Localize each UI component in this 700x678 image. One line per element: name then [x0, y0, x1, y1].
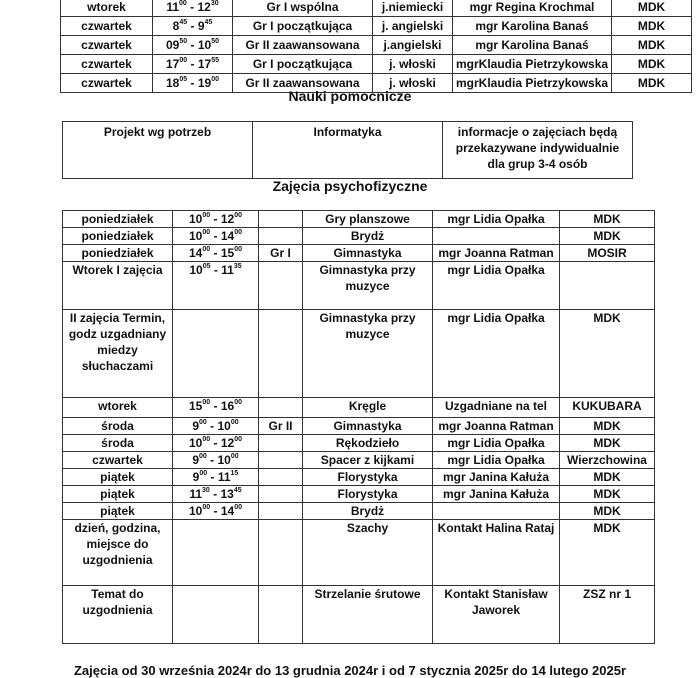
activity-cell: Gimnastyka	[303, 245, 433, 262]
table-row	[63, 262, 655, 310]
end-minute: 00	[234, 504, 242, 511]
day-cell: piątek	[63, 486, 173, 503]
end-hour: 14	[220, 229, 235, 243]
teacher-cell: Kontakt Halina Rataj	[433, 520, 560, 586]
day-cell: wtorek	[61, 0, 153, 17]
place-cell: ZSZ nr 1	[560, 586, 655, 644]
end-minute: 00	[234, 436, 242, 443]
day-cell: poniedziałek	[63, 228, 173, 245]
place-cell: MDK	[612, 17, 692, 36]
teacher-cell: mgrKlaudia Pietrzykowska	[453, 74, 612, 93]
start-minute: 00	[179, 0, 187, 7]
start-hour: 10	[189, 436, 203, 450]
start-hour: 10	[189, 229, 203, 243]
group-cell	[259, 435, 303, 452]
day-cell: środa	[63, 418, 173, 435]
start-hour: 10	[189, 263, 203, 277]
footer-note: Zajęcia od 30 września 2024r do 13 grudnia 2024r i od 7 stycznia 2025r do 14 lutego 2025r	[73, 663, 627, 678]
place-cell: MOSIR	[560, 245, 655, 262]
group-cell: Gr I początkująca	[233, 55, 373, 74]
group-cell: Gr I	[259, 245, 303, 262]
place-cell: MDK	[560, 435, 655, 452]
place-cell: MDK	[612, 55, 692, 74]
time-cell: $9^{00} - 10^{00}$	[173, 452, 259, 469]
end-minute: 45	[233, 487, 242, 494]
activity-cell: Gimnastyka przy muzyce	[303, 310, 433, 398]
day-cell: czwartek	[63, 452, 173, 469]
time-cell: $9^{00} - 11^{15}$	[173, 469, 259, 486]
day-cell: Temat do uzgodnienia	[63, 586, 173, 644]
table-row	[61, 36, 692, 55]
time-cell: $11^{30} - 13^{45}$	[173, 486, 259, 503]
place-cell: MDK	[560, 503, 655, 520]
teacher-cell: mgr Janina Kałuża	[433, 486, 560, 503]
day-cell: czwartek	[61, 36, 153, 55]
group-cell	[259, 486, 303, 503]
activity-cell: Gry planszowe	[303, 211, 433, 228]
start-minute: 45	[179, 18, 188, 26]
place-cell: MDK	[560, 310, 655, 398]
teacher-cell: mgr Regina Krochmal	[453, 0, 612, 17]
group-cell	[259, 398, 303, 418]
time-cell	[173, 520, 259, 586]
time-cell	[173, 310, 259, 398]
time-cell: $11^{00} - 12^{30}$	[153, 0, 233, 17]
subject-cell: j.angielski	[373, 36, 453, 55]
end-hour: 12	[197, 0, 211, 14]
end-hour: 16	[220, 399, 235, 413]
time-cell: $10^{05} - 11^{35}$	[173, 262, 259, 310]
time-cell: $15^{00} - 16^{00}$	[173, 398, 259, 418]
teacher-cell: mgr Janina Kałuża	[433, 469, 560, 486]
start-hour: 17	[166, 56, 180, 71]
start-hour: 9	[192, 419, 200, 433]
language-table	[60, 0, 692, 93]
group-cell	[259, 586, 303, 644]
end-minute: 00	[230, 419, 239, 426]
group-cell	[259, 452, 303, 469]
day-cell: piątek	[63, 503, 173, 520]
start-minute: 00	[202, 504, 211, 511]
day-cell: piątek	[63, 469, 173, 486]
start-hour: 10	[189, 504, 203, 518]
aux-table	[62, 121, 633, 179]
day-cell: wtorek	[63, 398, 173, 418]
aux-project: Projekt wg potrzeb	[63, 122, 253, 179]
start-hour: 14	[189, 246, 203, 260]
start-minute: 05	[179, 75, 188, 83]
start-hour: 8	[172, 18, 180, 33]
end-hour: 10	[217, 453, 231, 467]
group-cell	[259, 228, 303, 245]
teacher-cell: mgr Lidia Opałka	[433, 452, 560, 469]
end-hour: 17	[197, 56, 212, 71]
group-cell	[259, 310, 303, 398]
teacher-cell: mgrKlaudia Pietrzykowska	[453, 55, 612, 74]
teacher-cell	[433, 503, 560, 520]
table-row	[61, 0, 692, 17]
start-minute: 30	[202, 487, 210, 494]
table-row	[63, 418, 655, 435]
teacher-cell	[433, 228, 560, 245]
subject-cell: j. włoski	[373, 74, 453, 93]
day-cell: czwartek	[61, 74, 153, 93]
day-cell: II zajęcia Termin, godz uzgadniany miedzy słuchaczami	[63, 310, 173, 398]
subject-cell: j. włoski	[373, 55, 453, 74]
teacher-cell: mgr Joanna Ratman	[433, 418, 560, 435]
place-cell: MDK	[612, 74, 692, 93]
start-minute: 05	[202, 263, 211, 270]
activity-cell: Strzelanie śrutowe	[303, 586, 433, 644]
aux-info: informacje o zajęciach będą przekazywane indywidualnie dla grup 3-4 osób	[443, 122, 633, 179]
group-cell: Gr II zaawansowana	[233, 36, 373, 55]
activity-cell: Florystyka	[303, 469, 433, 486]
end-minute: 50	[211, 37, 219, 45]
place-cell: MDK	[560, 211, 655, 228]
table-row	[63, 211, 655, 228]
end-minute: 30	[210, 0, 219, 7]
table-row	[61, 17, 692, 36]
place-cell: MDK	[560, 486, 655, 503]
table-row	[63, 398, 655, 418]
place-cell: KUKUBARA	[560, 398, 655, 418]
start-hour: 18	[166, 75, 180, 90]
aux-heading: Nauki pomocnicze	[288, 88, 412, 104]
end-minute: 45	[204, 18, 213, 26]
end-hour: 10	[217, 419, 231, 433]
time-cell	[173, 586, 259, 644]
table-row	[63, 520, 655, 586]
time-cell: $09^{50} - 10^{50}$	[153, 36, 233, 55]
group-cell	[259, 262, 303, 310]
teacher-cell: mgr Karolina Banaś	[453, 17, 612, 36]
day-cell: czwartek	[61, 55, 153, 74]
start-minute: 50	[179, 37, 188, 45]
time-cell: $10^{00} - 12^{00}$	[173, 435, 259, 452]
end-hour: 14	[220, 504, 235, 518]
start-minute: 00	[199, 470, 208, 477]
group-cell	[259, 520, 303, 586]
activity-cell: Gimnastyka	[303, 418, 433, 435]
aux-row	[63, 122, 633, 179]
activity-cell: Gimnastyka przy muzyce	[303, 262, 433, 310]
table-row	[63, 503, 655, 520]
day-cell: Wtorek I zajęcia	[63, 262, 173, 310]
end-minute: 35	[233, 263, 242, 270]
group-cell: Gr I wspólna	[233, 0, 373, 17]
place-cell: MDK	[560, 469, 655, 486]
teacher-cell: Kontakt Stanisław Jaworek	[433, 586, 560, 644]
table-row	[63, 452, 655, 469]
start-minute: 00	[179, 56, 188, 64]
activity-cell: Florystyka	[303, 486, 433, 503]
time-cell: $10^{00} - 14^{00}$	[173, 228, 259, 245]
place-cell: MDK	[612, 36, 692, 55]
start-hour: 10	[189, 212, 203, 226]
psy-heading: Zajęcia psychofizyczne	[272, 178, 428, 194]
teacher-cell: mgr Lidia Opałka	[433, 211, 560, 228]
teacher-cell: mgr Joanna Ratman	[433, 245, 560, 262]
place-cell: MDK	[612, 0, 692, 17]
start-minute: 00	[202, 212, 211, 219]
table-row	[63, 586, 655, 644]
day-cell: poniedziałek	[63, 245, 173, 262]
time-cell: $18^{05} - 19^{00}$	[153, 74, 233, 93]
table-row	[63, 245, 655, 262]
end-minute: 00	[230, 453, 239, 460]
time-cell: $14^{00} - 15^{00}$	[173, 245, 259, 262]
start-minute: 00	[202, 399, 211, 406]
time-cell: $10^{00} - 12^{00}$	[173, 211, 259, 228]
end-minute: 55	[211, 56, 219, 64]
group-cell: Gr II	[259, 418, 303, 435]
start-hour: 9	[192, 470, 200, 484]
table-row	[61, 55, 692, 74]
day-cell: dzień, godzina, miejsce do uzgodnienia	[63, 520, 173, 586]
end-minute: 15	[230, 470, 239, 477]
start-hour: 15	[189, 399, 203, 413]
activity-cell: Brydż	[303, 228, 433, 245]
activity-cell: Spacer z kijkami	[303, 452, 433, 469]
activity-cell: Szachy	[303, 520, 433, 586]
group-cell: Gr II zaawansowana	[233, 74, 373, 93]
teacher-cell: mgr Karolina Banaś	[453, 36, 612, 55]
start-hour: 11	[189, 487, 203, 501]
start-hour: 09	[166, 37, 180, 52]
time-cell: $10^{00} - 14^{00}$	[173, 503, 259, 520]
place-cell: MDK	[560, 520, 655, 586]
group-cell	[259, 211, 303, 228]
day-cell: środa	[63, 435, 173, 452]
teacher-cell: mgr Lidia Opałka	[433, 310, 560, 398]
table-row	[63, 469, 655, 486]
end-hour: 19	[197, 75, 212, 90]
table-row	[63, 310, 655, 398]
end-minute: 00	[234, 229, 242, 236]
end-hour: 13	[220, 487, 234, 501]
group-cell	[259, 469, 303, 486]
time-cell: $17^{00} - 17^{55}$	[153, 55, 233, 74]
psychophysical-table	[62, 210, 655, 644]
place-cell: MDK	[560, 418, 655, 435]
table-row	[63, 228, 655, 245]
teacher-cell: mgr Lidia Opałka	[433, 262, 560, 310]
end-hour: 9	[197, 18, 205, 33]
table-row	[63, 486, 655, 503]
place-cell: MDK	[560, 228, 655, 245]
activity-cell: Kręgle	[303, 398, 433, 418]
end-hour: 15	[220, 246, 235, 260]
group-cell: Gr I początkująca	[233, 17, 373, 36]
day-cell: czwartek	[61, 17, 153, 36]
end-minute: 00	[234, 246, 242, 253]
start-hour: 9	[192, 453, 200, 467]
teacher-cell: Uzgadniane na tel	[433, 398, 560, 418]
activity-cell: Rękodzieło	[303, 435, 433, 452]
subject-cell: j.niemiecki	[373, 0, 453, 17]
start-minute: 00	[202, 229, 211, 236]
start-minute: 00	[199, 453, 207, 460]
end-hour: 12	[220, 212, 235, 226]
end-minute: 00	[234, 212, 242, 219]
end-hour: 11	[221, 263, 234, 277]
start-minute: 00	[202, 246, 211, 253]
end-minute: 00	[234, 399, 242, 406]
table-row	[63, 435, 655, 452]
subject-cell: j. angielski	[373, 17, 453, 36]
day-cell: poniedziałek	[63, 211, 173, 228]
activity-cell: Brydż	[303, 503, 433, 520]
start-hour: 11	[166, 0, 180, 14]
end-minute: 00	[211, 75, 219, 83]
time-cell: $9^{00} - 10^{00}$	[173, 418, 259, 435]
aux-informatics: Informatyka	[253, 122, 443, 179]
end-hour: 10	[197, 37, 212, 52]
time-cell: $8^{45} - 9^{45}$	[153, 17, 233, 36]
group-cell	[259, 503, 303, 520]
place-cell: Wierzchowina	[560, 452, 655, 469]
end-hour: 12	[220, 436, 235, 450]
start-minute: 00	[199, 419, 207, 426]
teacher-cell: mgr Lidia Opałka	[433, 435, 560, 452]
end-hour: 11	[217, 470, 231, 484]
place-cell	[560, 262, 655, 310]
start-minute: 00	[202, 436, 211, 443]
